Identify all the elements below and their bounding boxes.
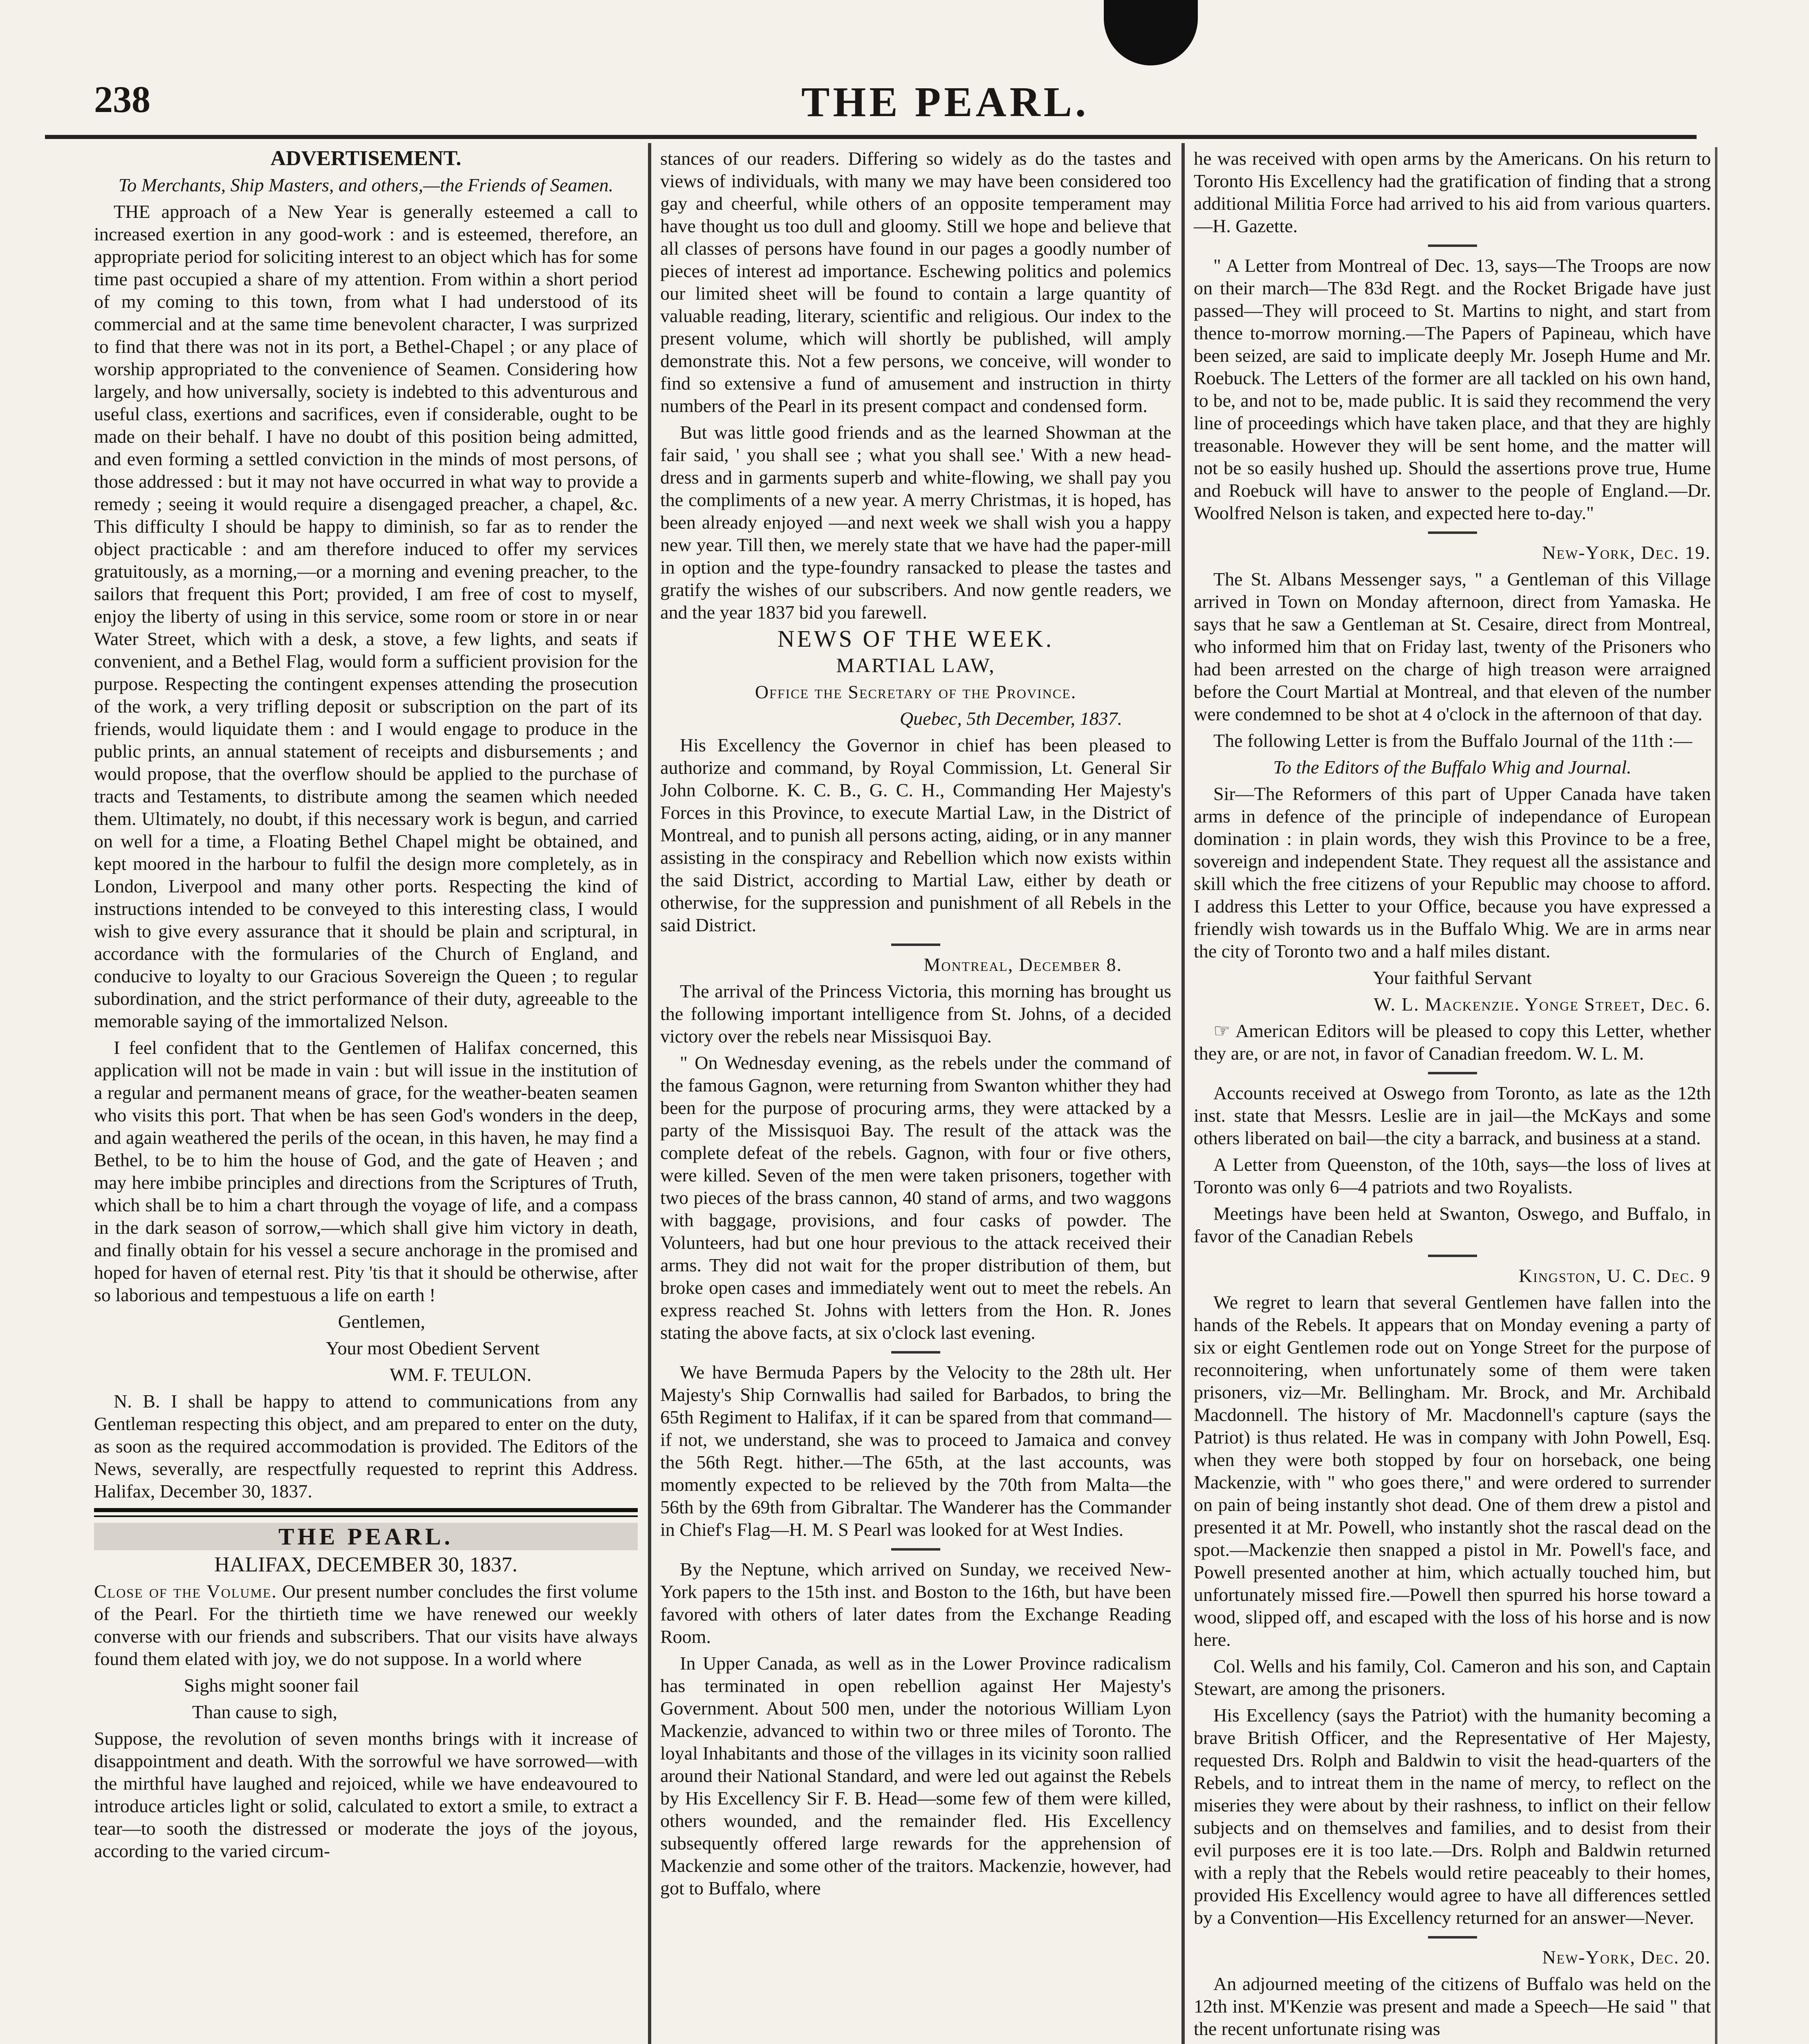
american-editors-note: ☞ American Editors will be pleased to copy this Letter, whether they are, or are not, in favor of Canadian freedom. W. L. M. <box>1194 1020 1711 1064</box>
divider <box>1428 244 1477 247</box>
americans-paragraph: he was received with open arms by the Americans. On his return to Toronto His Excellency had the gratification of finding that a strong additional Militia Force had arrived to his aid from various quarters.—H. Gazette. <box>1194 148 1711 236</box>
divider <box>1428 531 1477 534</box>
queenston-paragraph: A Letter from Queenston, of the 10th, says—the loss of lives at Toronto was only 6—4 patriots and two Royalists. <box>1194 1154 1711 1197</box>
column-divider-right <box>1181 143 1185 2044</box>
advertisement-title: ADVERTISEMENT. <box>270 147 462 170</box>
buffalo-letter-closing: Your faithful Servant <box>1373 967 1532 988</box>
excellency-paragraph: His Excellency (says the Patriot) with the humanity becoming a brave British Officer, and the Representative of Her Majesty, requested Drs. Rolph and Baldwin to visit the head-quarters of the Rebels, and to intreat them in the name of mercy, to reflect on the miseries they were about by their rashness, to inflict on their fellow subjects and on themselves and families, and to desist from their evil purposes ere it is too late.—Drs. Rolph and Baldwin returned with a reply that the Rebels would retire peaceably to their homes, provided His Excellency would agree to have all differences settled by a Convention—His Excellency returned for an answer—Never. <box>1194 1705 1711 1928</box>
buffalo-letter-signature: W. L. Mackenzie. Yonge Street, Dec. 6. <box>1374 994 1711 1015</box>
divider <box>1428 1072 1477 1074</box>
new-york-dateline: New-York, Dec. 19. <box>1542 542 1711 563</box>
nota-bene: N. B. I shall be happy to attend to communications from any Gentleman respecting this object, and am prepared to enter on the duty, as soon as the required accommodation is provided. The Editors of the News, severally, are respectfully requested to reprint this Address. Halifax, December 30, 1837. <box>94 1391 638 1502</box>
close-of-volume <box>94 1580 638 1670</box>
divider <box>1428 1936 1477 1939</box>
page-number: 238 <box>94 78 150 120</box>
divider <box>891 1548 940 1551</box>
masthead: THE PEARL. <box>801 78 1089 126</box>
halifax-dateline: HALIFAX, DECEMBER 30, 1837. <box>214 1553 518 1576</box>
montreal-letter: " A Letter from Montreal of Dec. 13, says—The Troops are now on their march—The 83d Regt. and the Rocket Brigade have just passed—They will proceed to St. Martins to night, and start from thence to-morrow morning.—The Papers of Papineau, which have been seized, are said to implicate deeply Mr. Joseph Hume and Mr. Roebuck. The Letters of the former are all tackled on his own hand, to be, and not to be, made public. It is said they recommend the very line of proceedings which have taken place, and that they are highly treasonable. However they will be sent home, and the matter will not be so easily hushed up. Should the assertions prove true, Hume and Roebuck will have to answer to the people of England.—Dr. Woolfred Nelson is taken, and expected here to-day." <box>1194 255 1711 523</box>
column-1 <box>94 147 638 1866</box>
bermuda-paragraph: We have Bermuda Papers by the Velocity to the 28th ult. Her Majesty's Ship Cornwallis had sailed for Barbados, to bring the 65th Regiment to Halifax, if it can be spared from that command—if not, we understand, she was to proceed to Jamaica and convey the 56th Regt. hither.—The 65th, at the last accounts, was momently expected to be relieved by the 70th from Malta—the 56th by the 69th from Gibraltar. The Wanderer has the Commander in Chief's Flag—H. M. S Pearl was looked for at West Indies. <box>660 1362 1171 1540</box>
close-of-volume-continued: Suppose, the revolution of seven months brings with it increase of disappointment and death. With the sorrowful we have sorrowed—with the mirthful have laughed and rejoiced, while we have endeavoured to introduce articles light or solid, calculated to extort a smile, to extract a tear—to sooth the distressed or moderate the joys of the joyous, according to the varied circum- <box>94 1728 638 1861</box>
ink-blot <box>1104 0 1198 65</box>
advertisement-subtitle: To Merchants, Ship Masters, and others,—the Friends of Seamen. <box>118 175 614 195</box>
oswego-paragraph: Accounts received at Oswego from Toronto, as late as the 12th inst. state that Messrs. Leslie are in jail—the McKays and some others liberated on bail—the city a barrack, and business at a stand. <box>1194 1083 1711 1148</box>
verse-line: Sighs might sooner fail <box>184 1675 359 1696</box>
close-of-volume-lead: Close of the Volume. <box>94 1581 277 1602</box>
new-york-dateline-2: New-York, Dec. 20. <box>1542 1947 1711 1968</box>
divider <box>1428 1255 1477 1257</box>
martial-law-title: MARTIAL LAW, <box>836 654 995 677</box>
column-3 <box>1194 147 1711 2044</box>
st-albans-paragraph: The St. Albans Messenger says, " a Gentleman of this Village arrived in Town on Monday afternoon, direct from Yamaska. He says that he saw a Gentleman at St. Cesaire, direct from Montreal, who informed him that on Friday last, twenty of the Prisoners who had been arrested on the charge of high treason were arraigned before the Court Martial at Montreal, and that eleven of the number were condemned to be shot at 4 o'clock in the afternoon of that day. <box>1194 569 1711 724</box>
section-rule <box>94 1508 638 1517</box>
buffalo-letter: Sir—The Reformers of this part of Upper Canada have taken arms in defence of the principle of independance of European domination : in plain words, they wish this Province to be a free, sovereign and independent State. They request all the assistance and skill which the free citizens of your Republic may choose to afford. I address this Letter to your Office, because you have expressed a friendly wish towards us in the Buffalo Whig. We are in arms near the city of Toronto two and a half miles distant. <box>1194 783 1711 961</box>
kingston-dateline: Kingston, U. C. Dec. 9 <box>1518 1265 1711 1286</box>
news-of-the-week-title: NEWS OF THE WEEK. <box>777 625 1054 652</box>
buffalo-meeting-paragraph: An adjourned meeting of the citizens of Buffalo was held on the 12th inst. M'Kenzie was present and made a Speech—He said " that the recent unfortunate rising was <box>1194 1973 1711 2039</box>
montreal-paragraph: The arrival of the Princess Victoria, this morning has brought us the following important intelligence from St. Johns, of a decided victory over the rebels near Missisquoi Bay. <box>660 981 1171 1047</box>
column-2 <box>660 147 1171 1903</box>
close-of-volume-text: Our present number concludes the first volume of the Pearl. For the thirtieth time we have renewed our weekly converse with our friends and subscribers. That our visits have always found them elated with joy, we do not suppose. In a world where <box>94 1581 638 1669</box>
upper-canada-paragraph: In Upper Canada, as well as in the Lower Province radicalism has terminated in open rebellion against Her Majesty's Government. About 500 men, under the notorious William Lyon Mackenzie, advanced to within two or three miles of Toronto. The loyal Inhabitants and those of the villages in its vicinity soon rallied around their National Standard, and were led out against the Rebels by His Excellency Sir F. B. Head—some few of them were killed, others wounded, and the remainder fled. His Excellency subsequently offered large rewards for the apprehension of Mackenzie and some other of the traitors. Mackenzie, however, had got to Buffalo, where <box>660 1653 1171 1898</box>
verse-line: Than cause to sigh, <box>192 1701 338 1722</box>
pearl-banner: THE PEARL. <box>94 1523 638 1550</box>
advertisement-paragraph: I feel confident that to the Gentlemen of Halifax concerned, this application will not be made in vain : but will issue in the institution of a regular and permanent means of grace, for the weather-beaten seamen who visits this port. That when be has seen God's wonders in the deep, and again weathered the perils of the ocean, in this haven, he may find a Bethel, to be to him the house of God, and the gate of Heaven ; and may here imbibe principles and directions from the Scriptures of Truth, which shall be to him a chart through the voyage of life, and a compass in the dark season of sorrow,—which shall give him victory in death, and finally obtain for his vessel a secure anchorage in the promised and hoped for haven of eternal rest. Pity 'tis that it should be otherwise, after so laborious and tempestuous a life on earth ! <box>94 1037 638 1305</box>
prisoners-paragraph: Col. Wells and his family, Col. Cameron and his son, and Captain Stewart, are among the prisoners. <box>1194 1656 1711 1699</box>
divider <box>891 1351 940 1354</box>
closing-valediction: Your most Obedient Servent <box>325 1338 540 1358</box>
editorial-paragraph: stances of our readers. Differing so widely as do the tastes and views of individuals, with many we may have been considered too gay and cheerful, while others of an opposite temperament may have thought us too dull and gloomy. Still we hope and believe that all classes of persons have found in our pages a goodly number of pieces of interest ad importance. Eschewing politics and polemics our limited sheet will be found to contain a large quantity of valuable reading, literary, scientific and religious. Our index to the present volume, which will shortly be published, will amply demonstrate this. Not a few persons, we conceive, will wonder to find so extensive a fund of amusement and instruction in thirty numbers of the Pearl in its present compact and condensed form. <box>660 148 1171 416</box>
quebec-dateline: Quebec, 5th December, 1837. <box>899 708 1122 729</box>
meetings-paragraph: Meetings have been held at Swanton, Oswego, and Buffalo, in favor of the Canadian Rebels <box>1194 1203 1711 1246</box>
kingston-paragraph: We regret to learn that several Gentlemen have fallen into the hands of the Rebels. It appears that on Monday evening a party of six or eight Gentlemen rode out on Yonge Street for the purpose of reconnoitering, when unfortunately some of them were taken prisoners, viz—Mr. Bellingham. Mr. Brock, and Mr. Archibald Macdonnell. The history of Mr. Macdonnell's capture (says the Patriot) is thus related. He was in company with John Powell, Esq. when they were both stopped by four on horseback, one being Mackenzie, with " who goes there," and were ordered to surrender on pain of being instantly shot dead. One of them drew a pistol and presented it at Mr. Powell, who instantly shot the rascal dead on the spot.—Mackenzie then snapped a pistol in Mr. Powell's face, and Powell presented another at him, which actually touched him, but unfortunately missed fire.—Powell then spurred his horse toward a wood, slipped off, and escaped with the loss of his horse and is now here. <box>1194 1292 1711 1650</box>
buffalo-letter-heading: To the Editors of the Buffalo Whig and Journal. <box>1273 757 1632 778</box>
neptune-paragraph: By the Neptune, which arrived on Sunday, we received New-York papers to the 15th inst. and Boston to the 16th, but have been favored with others of later dates from the Exchange Reading Room. <box>660 1559 1171 1647</box>
editorial-paragraph: But was little good friends and as the learned Showman at the fair said, ' you shall see ; what you shall see.' With a new head-dress and in garments superb and white-flowing, we shall pay you the compliments of a new year. A merry Christmas, it is hoped, has been already enjoyed —and next week we shall wish you a happy new year. Till then, we merely state that we have had the paper-mill in option and the type-foundry ransacked to please the tastes and gratify the wishes of our subscribers. And now gentle readers, we and the year 1837 bid you farewell. <box>660 422 1171 623</box>
page-right-edge <box>1715 147 1718 2044</box>
divider <box>891 944 940 946</box>
column-divider-left <box>648 143 651 2044</box>
closing-salutation: Gentlemen, <box>338 1311 425 1332</box>
montreal-dateline: Montreal, December 8. <box>924 954 1122 975</box>
office-line: Office the Secretary of the Province. <box>755 681 1077 702</box>
martial-law-text: His Excellency the Governor in chief has been pleased to authorize and command, by Royal Commission, Lt. General Sir John Colborne. K. C. B., G. C. H., Commanding Her Majesty's Forces in this Province, to execute Martial Law, in the District of Montreal, and to punish all persons acting, aiding, or in any manner assisting in the conspiracy and Rebellion which now exists within the said District, according to Martial Law, either by death or otherwise, for the suppression and punishment of all Rebels in the said District. <box>660 735 1171 935</box>
signature: WM. F. TEULON. <box>390 1364 531 1385</box>
montreal-paragraph: " On Wednesday evening, as the rebels under the command of the famous Gagnon, were returning from Swanton whither they had been for the purpose of procuring arms, they were attacked by a party of the Missisquoi Bay. The result of the attack was the complete defeat of the rebels. Gagnon, with four or five others, were killed. Seven of the men were taken prisoners, together with two pieces of the brass cannon, 40 stand of arms, and two waggons with baggage, provisions, and four casks of powder. The Volunteers, had but one hour previous to the attack received their arms. They did not wait for the proper distribution of them, but broke open cases and immediately went out to meet the rebels. An express reached St. Johns with letters from the Hon. R. Jones stating the above facts, at six o'clock last evening. <box>660 1052 1171 1343</box>
advertisement-paragraph: THE approach of a New Year is generally esteemed a call to increased exertion in any good-work : and is esteemed, therefore, an appropriate period for soliciting interest to an object which has for some time past occupied a share of my attention. From within a short period of my coming to this town, from what I had understood of its commercial and at the same time benevolent character, I was surprized to find that there was not in its port, a Bethel-Chapel ; or any place of worship appropriated to the convenience of Seamen. Considering how largely, and how universally, society is indebted to this adventurous and useful class, exertions and sacrifices, even if considerable, ought to be made on their behalf. I have no doubt of this position being admitted, and even forming a settled conviction in the minds of most persons, of those addressed : but it may not have occurred in what way to provide a remedy ; seeing it would require a disengaged preacher, a chapel, &c. This difficulty I should be happy to diminish, so far as to render the object practicable : and am therefore induced to offer my services gratuitously, as a morning,—or a morning and evening preacher, to the sailors that frequent this Port; provided, I am free of cost to myself, enjoy the liberty of using in this service, some room or store in or near Water Street, which with a desk, a stove, a few lights, and seats if convenient, and a Bethel Flag, would form a sufficient provision for the purpose. Respecting the contingent expenses attending the prosecution of the work, a very trifling deposit or subscription on the part of its friends, would liquidate them : and I would engage to produce in the public prints, an annual statement of receipts and disbursements ; and would propose, that the overflow should be applied to the purchase of tracts and Testaments, to distribute among the seamen which needed them. Ultimately, no doubt, if this necessary work is begun, and carried on well for a time, a Floating Bethel Chapel might be obtained, and kept moored in the harbour to fulfil the design more completely, as in London, Liverpool and many other ports. Respecting the kind of instructions intended to be conveyed to this interesting class, I would wish to give every assurance that it should be plain and scriptural, in accordance with the formularies of the Church of England, and conducive to loyalty to our Gracious Sovereign the Queen ; to regular subordination, and the strict performance of their duty, agreeable to the memorable saying of the immortalized Nelson. <box>94 201 638 1031</box>
buffalo-intro: The following Letter is from the Buffalo Journal of the 11th :— <box>1213 730 1692 751</box>
top-rule <box>45 135 1697 139</box>
